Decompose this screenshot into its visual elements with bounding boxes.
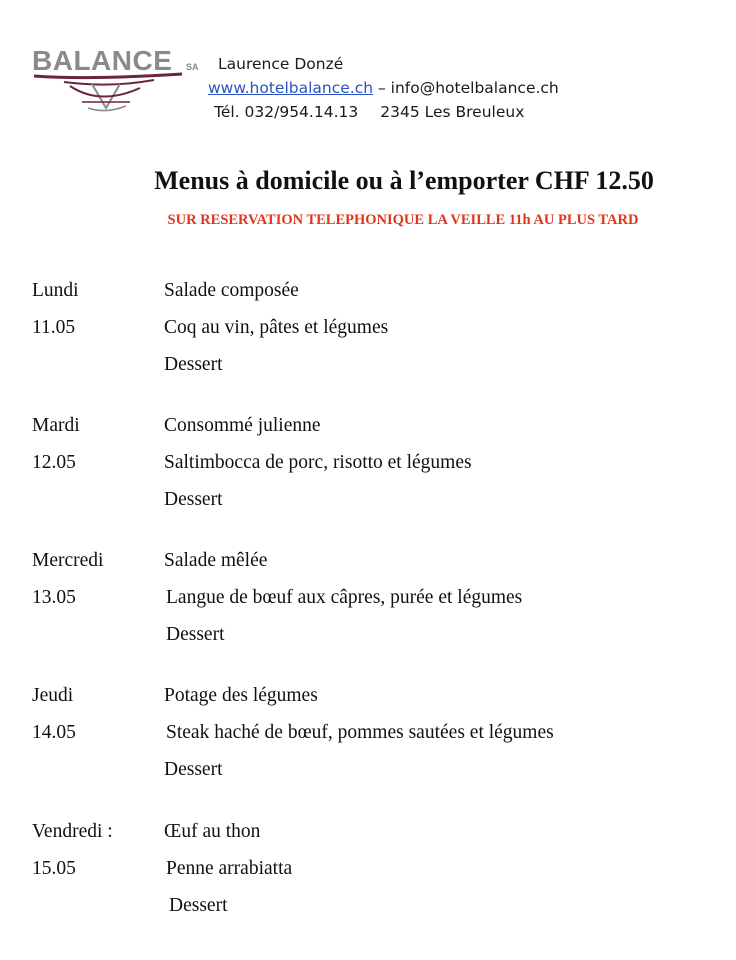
dish-main: Langue de bœuf aux câpres, purée et légumes xyxy=(166,587,523,608)
day-name: Mardi xyxy=(32,415,80,436)
page-title: Menus à domicile ou à l’emporter CHF 12.50 xyxy=(154,166,654,195)
phone-number: Tél. 032/954.14.13 xyxy=(214,103,359,121)
dish-starter: Potage des légumes xyxy=(164,685,318,706)
dish-dessert: Dessert xyxy=(164,354,223,375)
day-name: Lundi xyxy=(32,280,79,301)
dish-starter: Salade mêlée xyxy=(164,550,268,571)
dish-dessert: Dessert xyxy=(169,895,228,916)
logo-wordmark: BALANCE xyxy=(32,45,173,76)
location-text: 2345 Les Breuleux xyxy=(380,103,525,121)
dish-dessert: Dessert xyxy=(166,624,225,645)
dish-dessert: Dessert xyxy=(164,759,223,780)
day-name: Jeudi xyxy=(32,685,74,706)
day-date: 13.05 xyxy=(32,587,76,608)
dish-main: Coq au vin, pâtes et légumes xyxy=(164,317,389,338)
dish-main: Penne arrabiatta xyxy=(166,858,293,879)
day-date: 12.05 xyxy=(32,452,76,473)
day-date: 11.05 xyxy=(32,317,76,338)
dish-starter: Œuf au thon xyxy=(164,821,261,842)
dish-starter: Consommé julienne xyxy=(164,415,321,436)
day-date: 14.05 xyxy=(32,722,76,743)
logo-suffix: SA xyxy=(186,62,199,72)
dish-main: Saltimbocca de porc, risotto et légumes xyxy=(164,452,472,473)
email-text: – info@hotelbalance.ch xyxy=(373,79,559,97)
dish-starter: Salade composée xyxy=(164,280,299,301)
dish-main: Steak haché de bœuf, pommes sautées et légumes xyxy=(166,722,554,743)
day-date: 15.05 xyxy=(32,858,76,879)
dish-dessert: Dessert xyxy=(164,489,223,510)
day-name: Mercredi xyxy=(32,550,104,571)
day-name: Vendredi : xyxy=(32,821,113,842)
website-link[interactable]: www.hotelbalance.ch xyxy=(208,79,374,97)
contact-name: Laurence Donzé xyxy=(218,55,344,73)
reservation-notice: SUR RESERVATION TELEPHONIQUE LA VEILLE 11h AU PLUS TARD xyxy=(167,212,639,228)
